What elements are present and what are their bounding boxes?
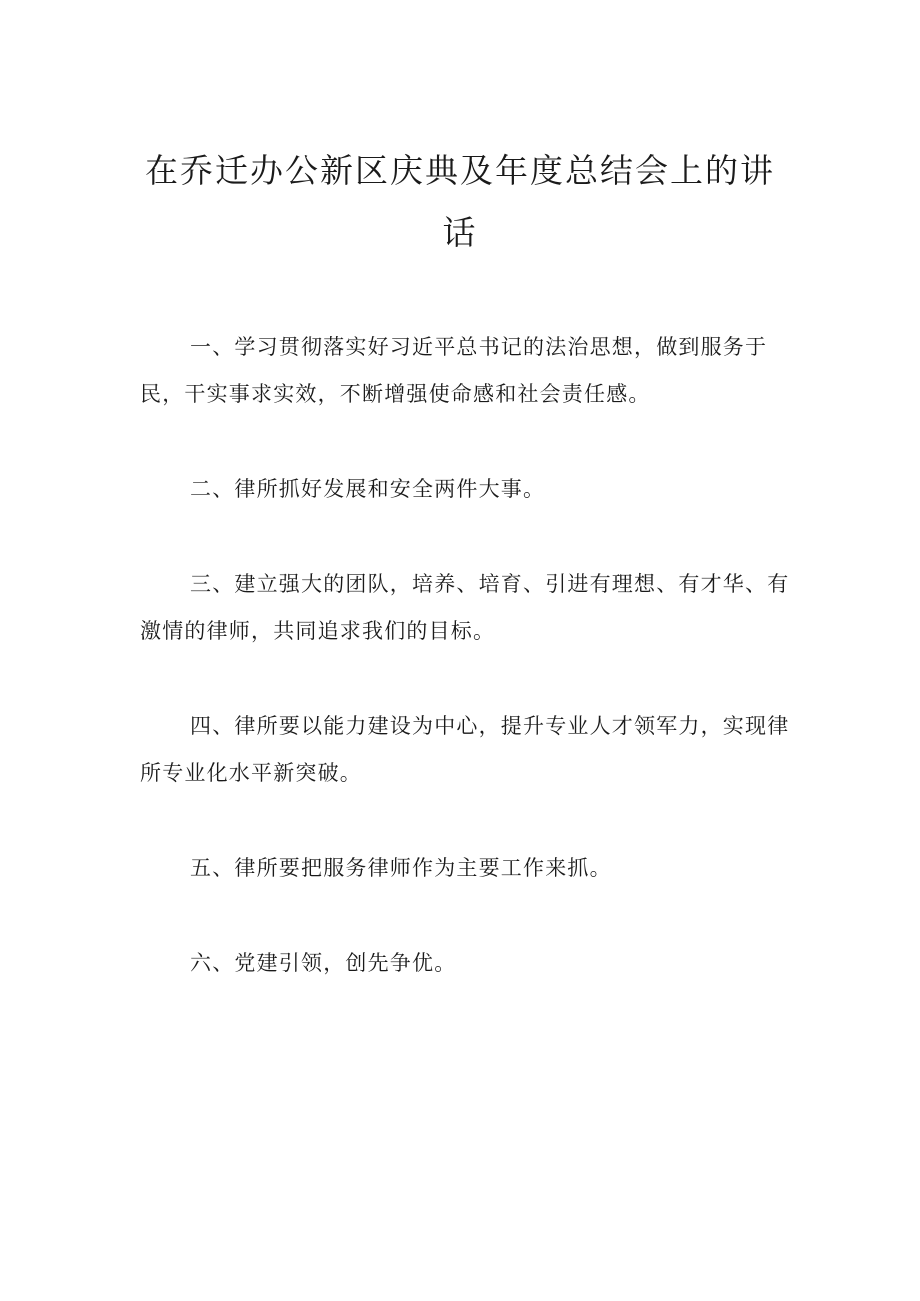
paragraph-spacer [140, 418, 790, 466]
paragraph-spacer [140, 513, 790, 561]
paragraph-6: 六、党建引领，创先争优。 [190, 951, 457, 975]
document-body [140, 324, 790, 987]
paragraph-5: 五、律所要把服务律师作为主要工作来抓。 [190, 856, 612, 880]
paragraph-3: 三、建立强大的团队，培养、培育、引进有理想、有才华、有激情的律师，共同追求我们的目标。 [140, 572, 790, 643]
paragraph-spacer [140, 655, 790, 703]
paragraph-2: 二、律所抓好发展和安全两件大事。 [190, 477, 546, 501]
paragraph-4: 四、律所要以能力建设为中心，提升专业人才领军力，实现律所专业化水平新突破。 [140, 714, 790, 785]
paragraph-spacer [140, 892, 790, 940]
paragraph-spacer [140, 797, 790, 845]
paragraph-1: 一、学习贯彻落实好习近平总书记的法治思想，做到服务于民，干实事求实效，不断增强使命感和社会责任感。 [140, 335, 768, 406]
document-title: 在乔迁办公新区庆典及年度总结会上的讲话 [145, 151, 775, 252]
